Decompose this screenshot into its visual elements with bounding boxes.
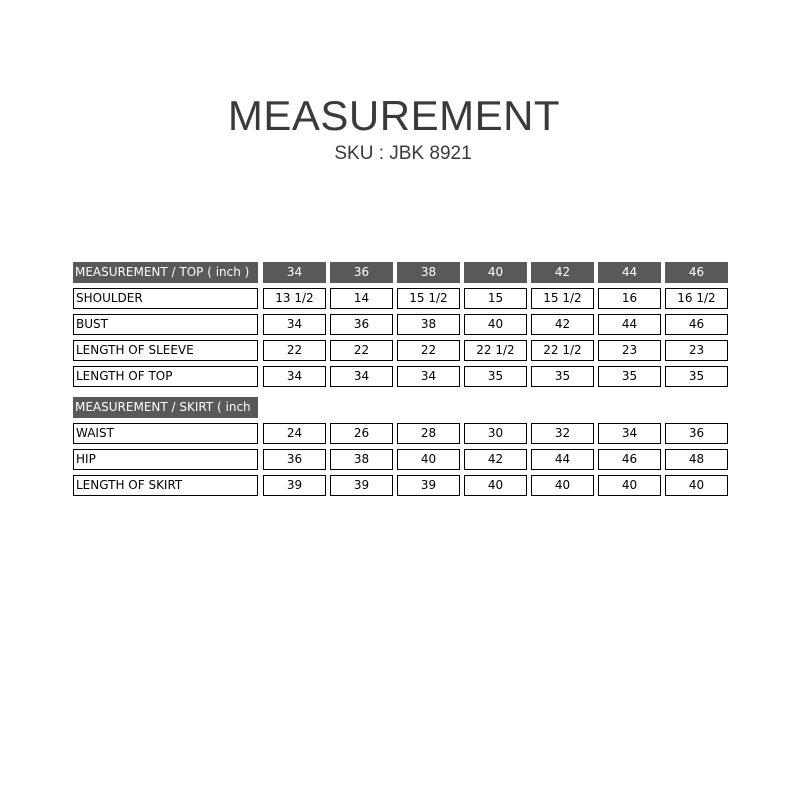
table-cell: 22 1/2 (464, 340, 527, 361)
table-cell: 30 (464, 423, 527, 444)
table-cell: 16 (598, 288, 661, 309)
row-label: LENGTH OF SKIRT (73, 475, 258, 496)
table-cell: 22 (263, 340, 326, 361)
row-label: LENGTH OF TOP (73, 366, 258, 387)
table-cell: 34 (263, 314, 326, 335)
table-cell: 40 (598, 475, 661, 496)
table-cell: 15 (464, 288, 527, 309)
table-cell: 16 1/2 (665, 288, 728, 309)
row-label: BUST (73, 314, 258, 335)
table-cell: 42 (464, 449, 527, 470)
skirt-header-label: MEASUREMENT / SKIRT ( inch (73, 397, 258, 418)
table-cell: 48 (665, 449, 728, 470)
table-cell: 40 (665, 475, 728, 496)
table-cell: 32 (531, 423, 594, 444)
size-header: 40 (464, 262, 527, 283)
table-cell: 22 (397, 340, 460, 361)
table-cell: 38 (330, 449, 393, 470)
table-cell: 46 (665, 314, 728, 335)
table-cell: 34 (397, 366, 460, 387)
table-cell: 35 (464, 366, 527, 387)
table-cell: 35 (665, 366, 728, 387)
table-cell: 35 (531, 366, 594, 387)
table-cell: 38 (397, 314, 460, 335)
table-cell: 40 (464, 314, 527, 335)
table-cell: 42 (531, 314, 594, 335)
table-cell: 40 (397, 449, 460, 470)
table-cell: 14 (330, 288, 393, 309)
size-header: 36 (330, 262, 393, 283)
table-cell: 44 (598, 314, 661, 335)
table-cell: 34 (330, 366, 393, 387)
table-cell: 46 (598, 449, 661, 470)
table-cell: 40 (464, 475, 527, 496)
table-cell: 39 (397, 475, 460, 496)
table-cell: 15 1/2 (531, 288, 594, 309)
table-cell: 39 (330, 475, 393, 496)
table-cell: 35 (598, 366, 661, 387)
size-header: 42 (531, 262, 594, 283)
size-header: 44 (598, 262, 661, 283)
page-title: MEASUREMENT (227, 92, 561, 139)
sku-label: SKU : JBK 8921 (334, 143, 472, 164)
size-header: 34 (263, 262, 326, 283)
table-cell: 22 (330, 340, 393, 361)
table-cell: 24 (263, 423, 326, 444)
table-cell: 26 (330, 423, 393, 444)
table-cell: 15 1/2 (397, 288, 460, 309)
table-cell: 23 (665, 340, 728, 361)
size-header: 38 (397, 262, 460, 283)
table-cell: 28 (397, 423, 460, 444)
row-label: SHOULDER (73, 288, 258, 309)
table-cell: 36 (263, 449, 326, 470)
row-label: HIP (73, 449, 258, 470)
table-cell: 34 (598, 423, 661, 444)
table-cell: 22 1/2 (531, 340, 594, 361)
table-cell: 34 (263, 366, 326, 387)
table-cell: 40 (531, 475, 594, 496)
table-cell: 39 (263, 475, 326, 496)
row-label: LENGTH OF SLEEVE (73, 340, 258, 361)
top-header-label: MEASUREMENT / TOP ( inch ) (73, 262, 258, 283)
table-cell: 23 (598, 340, 661, 361)
row-label: WAIST (73, 423, 258, 444)
table-cell: 13 1/2 (263, 288, 326, 309)
size-header: 46 (665, 262, 728, 283)
table-cell: 36 (665, 423, 728, 444)
table-cell: 36 (330, 314, 393, 335)
table-cell: 44 (531, 449, 594, 470)
